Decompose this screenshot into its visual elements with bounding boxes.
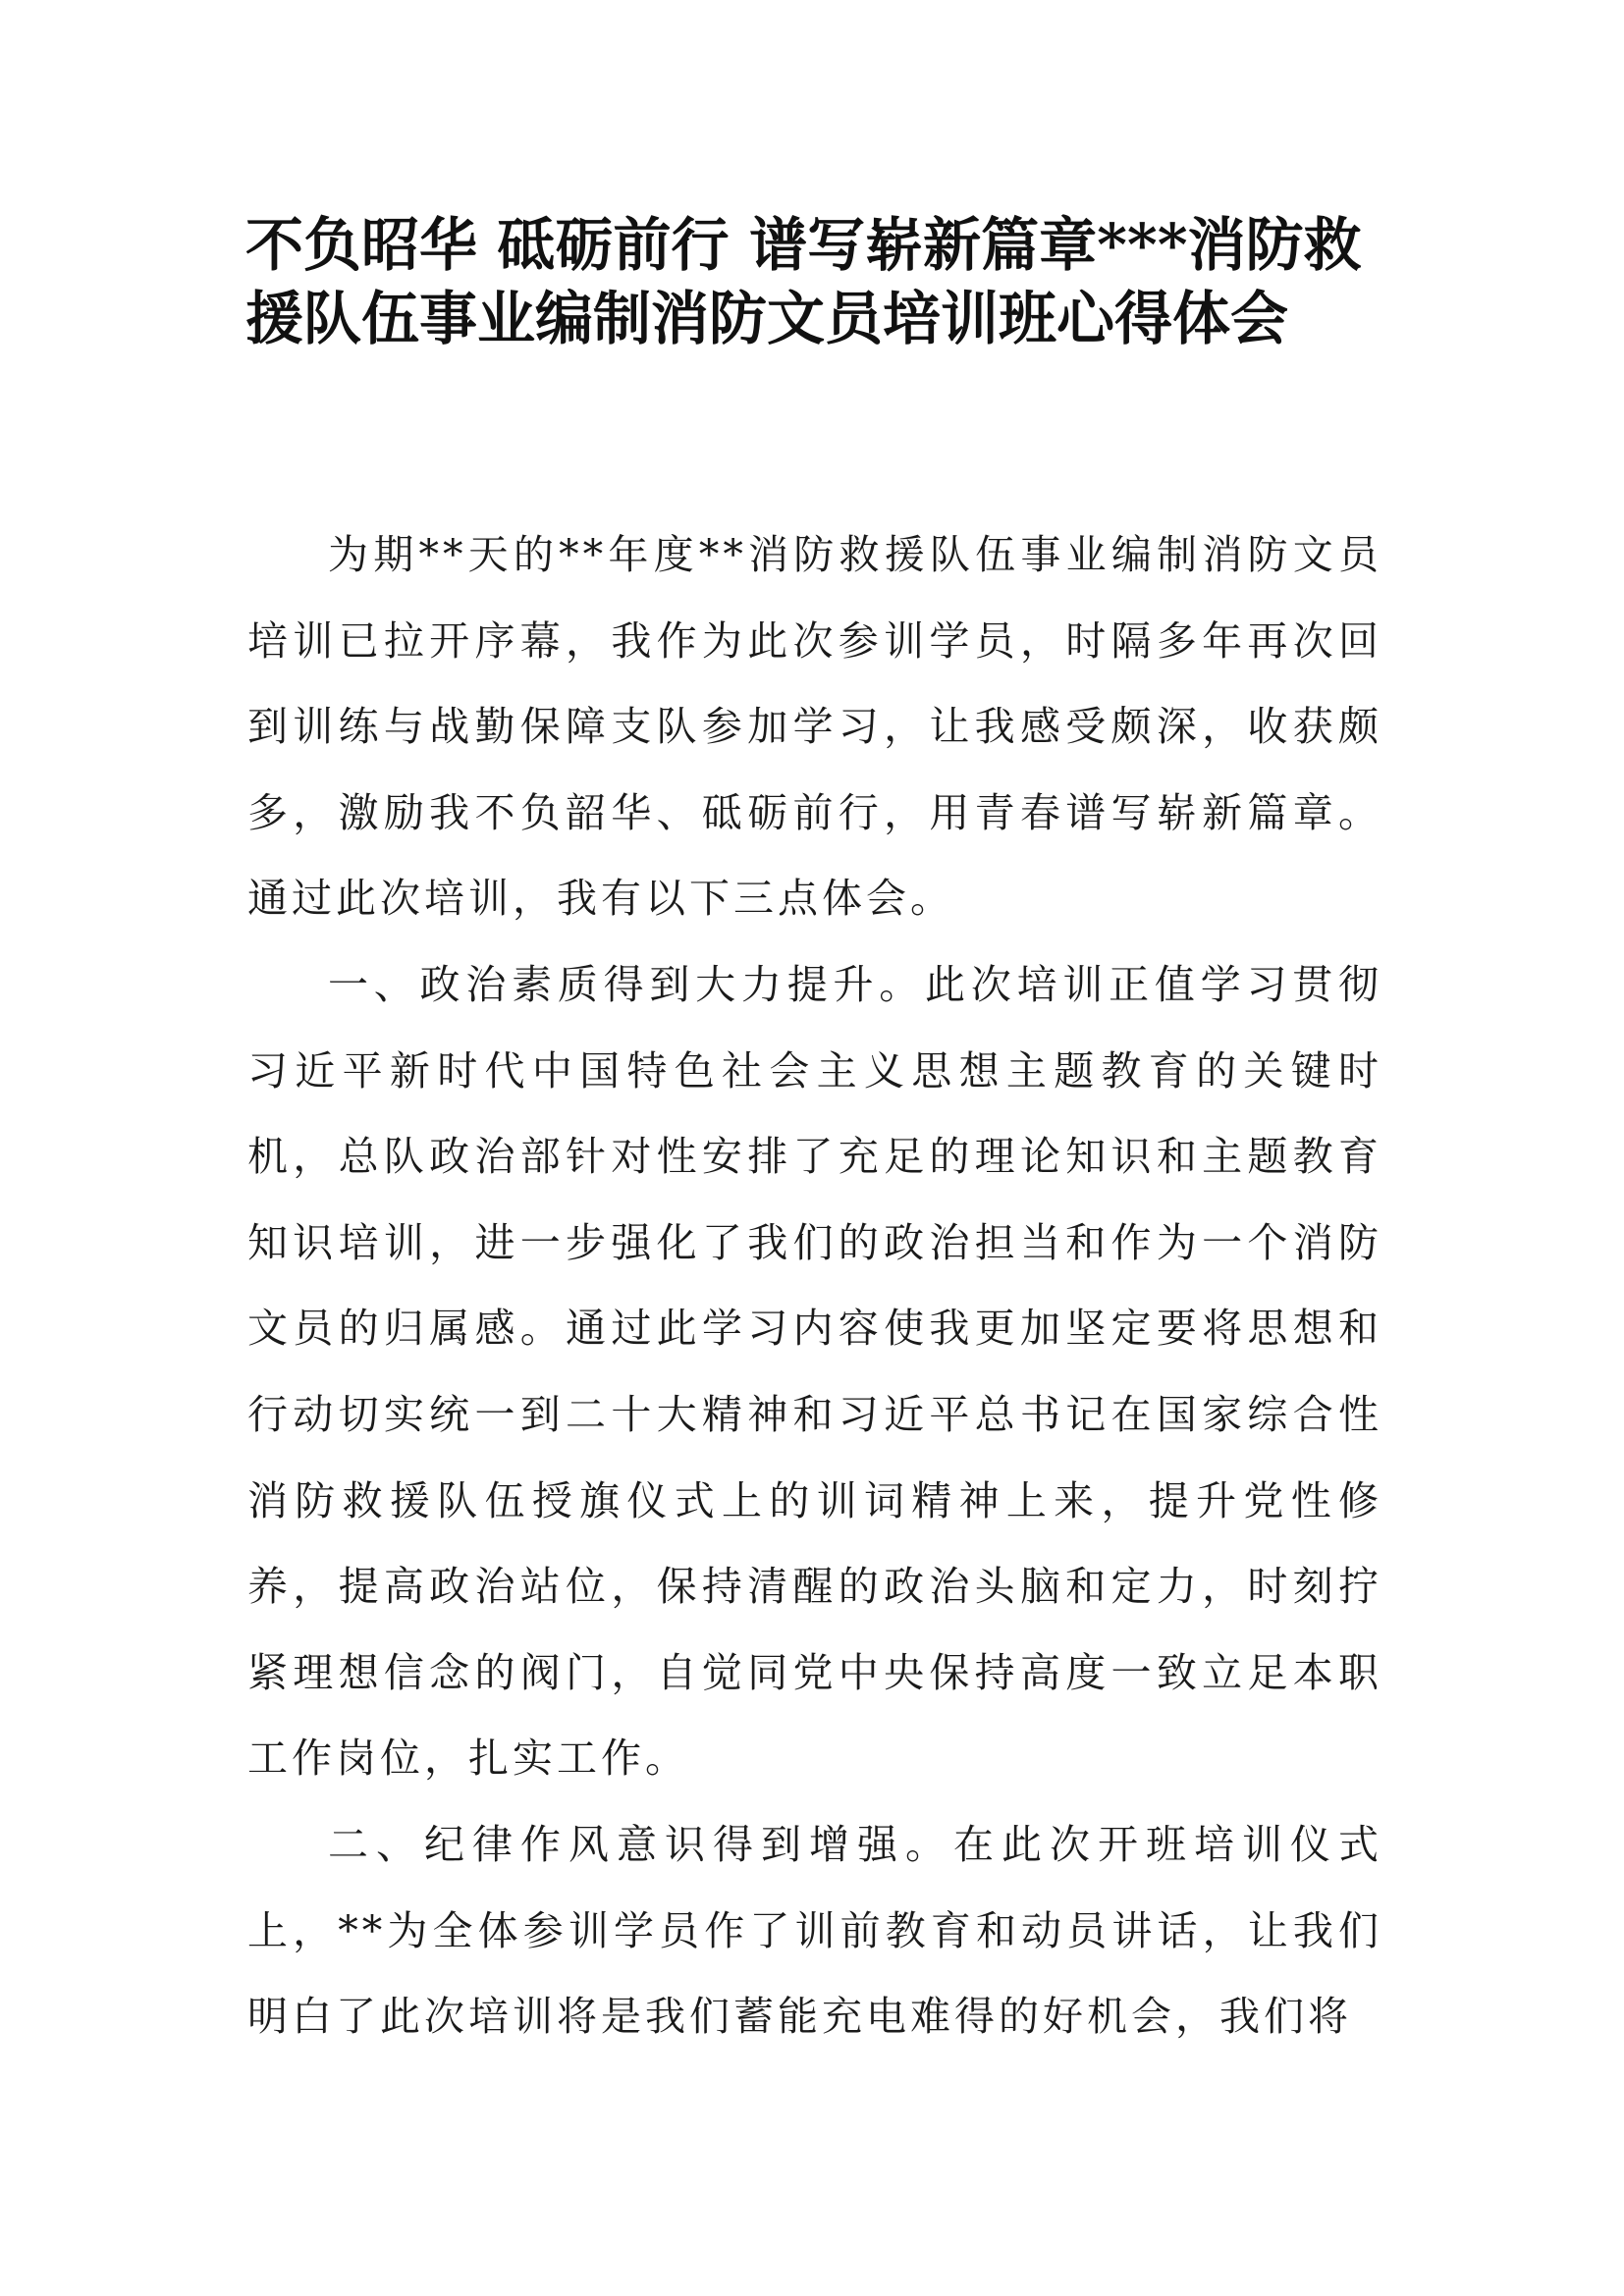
paragraph-intro: 为期**天的**年度**消防救援队伍事业编制消防文员培训已拉开序幕，我作为此次参训学员，时隔多年再次回到训练与战勤保障支队参加学习，让我感受颇深，收获颇多，激励我不负韶华、砥砺前行，用青春谱写崭新篇章。通过此次培训，我有以下三点体会。: [247, 531, 1382, 923]
paragraph-point-two: 二、纪律作风意识得到增强。在此次开班培训仪式上，**为全体参训学员作了训前教育和动员讲话，让我们明白了此次培训将是我们蓄能充电难得的好机会，我们将: [247, 1820, 1382, 2041]
document-title: 不负昭华 砥砺前行 谱写崭新篇章***消防救援队伍事业编制消防文员培训班心得体会: [245, 211, 1362, 352]
paragraph-point-one: 一、政治素质得到大力提升。此次培训正值学习贯彻习近平新时代中国特色社会主义思想主题教育的关键时机，总队政治部针对性安排了充足的理论知识和主题教育知识培训，进一步强化了我们的政治担当和作为一个消防文员的归属感。通过此学习内容使我更加坚定要将思想和行动切实统一到二十大精神和习近平总书记在国家综合性消防救援队伍授旗仪式上的训词精神上来，提升党性修养，提高政治站位，保持清醒的政治头脑和定力，时刻拧紧理想信念的阀门，自觉同党中央保持高度一致立足本职工作岗位，扎实工作。: [247, 960, 1382, 1783]
document-body: [247, 512, 1382, 2060]
